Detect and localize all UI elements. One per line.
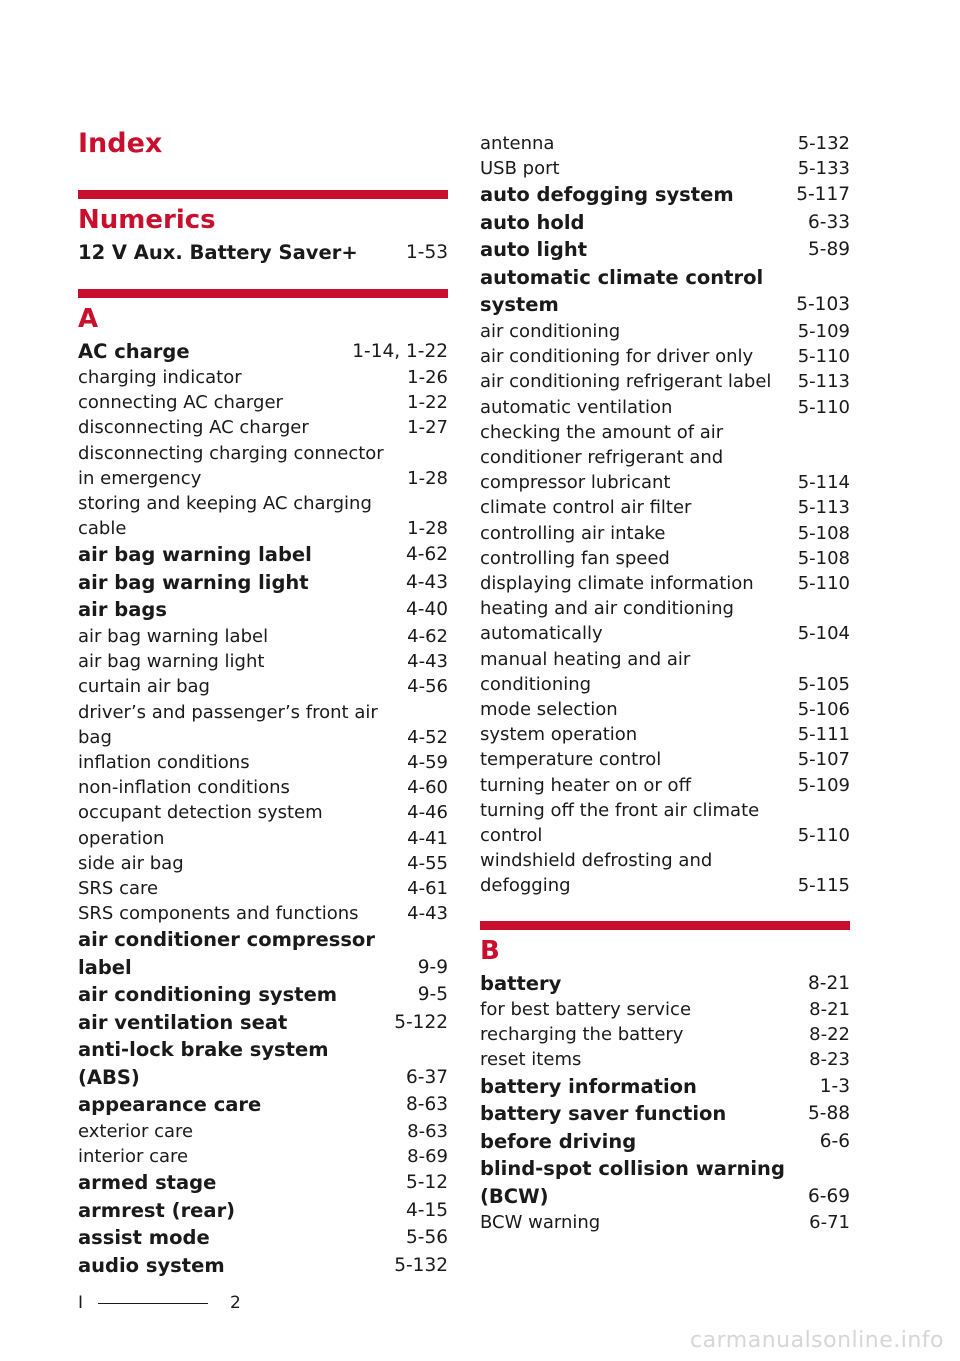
entry-label: auto light xyxy=(480,238,588,262)
index-entry xyxy=(78,1252,448,1280)
index-subentry xyxy=(480,521,850,546)
entry-label: battery xyxy=(480,971,562,995)
entry-page: 9-9 xyxy=(417,956,448,978)
entry-page: 4-43 xyxy=(407,903,448,925)
entry-label: connecting AC charger xyxy=(78,392,283,414)
entry-label: air bags xyxy=(78,598,167,622)
index-entry xyxy=(480,236,850,264)
index-entry xyxy=(78,596,448,624)
entry-label: anti-lock brake system (ABS) xyxy=(78,1038,329,1089)
index-subentry xyxy=(480,319,850,344)
entry-label: armed stage xyxy=(78,1171,217,1195)
index-subentry xyxy=(78,624,448,649)
entry-label: air bag warning label xyxy=(78,625,269,647)
index-subentry xyxy=(480,344,850,369)
entry-page: 5-103 xyxy=(796,294,850,316)
entry-label: manual heating and air conditioning xyxy=(480,648,691,695)
entry-label: mode selection xyxy=(480,698,618,720)
entry-label: air bag warning light xyxy=(78,570,309,594)
index-entry xyxy=(78,239,448,267)
index-subentry xyxy=(480,495,850,520)
entry-label: temperature control xyxy=(480,749,662,771)
entry-label: heating and air conditioning automatically xyxy=(480,598,734,645)
section-rule xyxy=(78,190,448,199)
index-subentry xyxy=(480,571,850,596)
index-subentry xyxy=(480,420,850,496)
section-spacer xyxy=(480,899,850,921)
entry-page: 4-61 xyxy=(407,877,448,899)
index-subentry xyxy=(78,674,448,699)
entry-label: 12 V Aux. Battery Saver+ xyxy=(78,241,358,264)
index-entry xyxy=(78,1091,448,1119)
index-column-left xyxy=(78,190,448,1279)
entry-page: 5-133 xyxy=(797,158,850,180)
section-heading: Numerics xyxy=(78,205,216,235)
entry-label: charging indicator xyxy=(78,367,242,388)
entry-label: air bag warning light xyxy=(78,651,265,673)
entry-page: 4-43 xyxy=(406,571,448,593)
entry-page: 5-108 xyxy=(797,522,850,544)
index-entry xyxy=(78,541,448,569)
index-subentry xyxy=(480,848,850,898)
entry-label: automatic ventilation xyxy=(480,396,673,418)
entry-label: controlling fan speed xyxy=(480,547,670,569)
index-subentry xyxy=(78,649,448,674)
entry-label: exterior care xyxy=(78,1120,194,1142)
entry-page: 5-56 xyxy=(406,1227,448,1249)
entry-label: air ventilation seat xyxy=(78,1010,288,1034)
section-rule xyxy=(480,921,850,930)
entry-label: air conditioning xyxy=(480,320,621,342)
index-entry xyxy=(78,926,448,981)
entry-page: 5-109 xyxy=(797,320,850,342)
entry-label: interior care xyxy=(78,1146,189,1168)
index-subentry xyxy=(480,997,850,1022)
index-subentry xyxy=(480,647,850,697)
entry-label: appearance care xyxy=(78,1093,262,1117)
entry-label: SRS care xyxy=(78,877,159,899)
entry-page: 1-26 xyxy=(407,367,448,388)
index-entry xyxy=(78,981,448,1009)
entry-label: armrest (rear) xyxy=(78,1198,236,1222)
entry-page: 1-53 xyxy=(406,242,448,263)
entry-page: 4-60 xyxy=(407,777,448,799)
entry-label: recharging the battery xyxy=(480,1024,684,1046)
entry-page: 5-132 xyxy=(797,133,850,154)
entry-label: audio system xyxy=(78,1253,225,1277)
section-spacer xyxy=(78,267,448,289)
entry-page: 4-62 xyxy=(407,625,448,647)
entry-page: 5-110 xyxy=(797,346,850,368)
entry-label: side air bag xyxy=(78,852,184,874)
footer-section-letter: I xyxy=(78,1293,84,1313)
index-subentry xyxy=(480,697,850,722)
index-entry xyxy=(78,1197,448,1225)
entry-label: automatic climate control system xyxy=(480,265,764,317)
index-entry xyxy=(78,1036,448,1091)
entry-page: 5-111 xyxy=(797,724,850,746)
index-subentry xyxy=(78,441,448,491)
index-subentry xyxy=(78,390,448,415)
entry-label: curtain air bag xyxy=(78,676,210,698)
index-entry xyxy=(78,1009,448,1037)
index-entry xyxy=(78,1224,448,1252)
index-subentry xyxy=(480,596,850,646)
index-subentry xyxy=(78,800,448,825)
entry-label: driver’s and passenger’s front air bag xyxy=(78,701,378,748)
entry-page: 6-37 xyxy=(406,1066,448,1088)
entry-label: controlling air intake xyxy=(480,522,666,544)
entry-label: non-inflation conditions xyxy=(78,777,290,799)
entry-page: 5-114 xyxy=(797,472,850,494)
section-heading: B xyxy=(480,935,500,966)
entry-label: auto defogging system xyxy=(480,183,734,207)
entry-label: antenna xyxy=(480,133,555,154)
entry-page: 1-14, 1-22 xyxy=(352,340,448,362)
index-subentry xyxy=(78,826,448,851)
index-subentry xyxy=(78,851,448,876)
entry-label: air conditioning for driver only xyxy=(480,346,754,368)
entry-label: AC charge xyxy=(78,339,190,363)
entry-page: 8-63 xyxy=(407,1120,448,1142)
entry-page: 5-110 xyxy=(797,824,850,846)
entry-label: battery information xyxy=(480,1074,697,1098)
entry-label: blind-spot collision warning (BCW) xyxy=(480,1157,785,1208)
entry-label: auto hold xyxy=(480,210,585,234)
entry-page: 8-69 xyxy=(407,1146,448,1168)
index-entry xyxy=(480,209,850,237)
entry-label: climate control air filter xyxy=(480,497,692,519)
index-subentry xyxy=(78,876,448,901)
entry-page: 5-109 xyxy=(797,774,850,796)
index-subentry xyxy=(480,773,850,798)
entry-page: 5-117 xyxy=(796,184,850,206)
page-number: 2 xyxy=(230,1293,241,1313)
entry-page: 5-88 xyxy=(808,1103,850,1125)
entry-page: 4-52 xyxy=(407,726,448,748)
index-subentry xyxy=(78,415,448,440)
index-entry xyxy=(480,181,850,209)
index-subentry xyxy=(480,1210,850,1235)
entry-page: 9-5 xyxy=(417,984,448,1006)
entry-page: 4-41 xyxy=(407,827,448,849)
entry-label: inflation conditions xyxy=(78,751,250,773)
entry-page: 1-3 xyxy=(819,1075,850,1097)
entry-label: turning heater on or off xyxy=(480,774,691,796)
entry-label: battery saver function xyxy=(480,1102,727,1126)
entry-label: displaying climate information xyxy=(480,572,754,594)
entry-page: 5-110 xyxy=(797,396,850,418)
entry-page: 5-132 xyxy=(394,1254,448,1276)
index-entry xyxy=(480,1128,850,1156)
entry-label: occupant detection system xyxy=(78,802,323,824)
footer-divider xyxy=(98,1303,208,1304)
index-subentry xyxy=(78,901,448,926)
entry-page: 5-110 xyxy=(797,572,850,594)
index-entry xyxy=(78,338,448,366)
entry-page: 8-22 xyxy=(809,1024,850,1046)
entry-label: disconnecting AC charger xyxy=(78,417,309,439)
entry-page: 4-55 xyxy=(407,852,448,874)
entry-label: for best battery service xyxy=(480,999,692,1021)
entry-page: 4-46 xyxy=(407,802,448,824)
entry-label: air bag warning label xyxy=(78,543,312,567)
index-entry xyxy=(480,264,850,319)
index-subentry xyxy=(480,1022,850,1047)
index-subentry xyxy=(480,722,850,747)
entry-page: 4-62 xyxy=(406,544,448,566)
entry-page: 5-113 xyxy=(797,371,850,393)
entry-page: 1-22 xyxy=(407,392,448,414)
entry-page: 5-12 xyxy=(406,1172,448,1194)
index-subentry xyxy=(480,1047,850,1072)
entry-page: 5-122 xyxy=(394,1011,448,1033)
index-subentry xyxy=(480,798,850,848)
entry-label: disconnecting charging connector in emergency xyxy=(78,442,384,489)
section-heading: A xyxy=(78,303,99,334)
index-subentry xyxy=(480,131,850,156)
entry-page: 1-28 xyxy=(407,518,448,540)
index-subentry xyxy=(480,747,850,772)
index-subentry xyxy=(78,1144,448,1169)
entry-page: 8-63 xyxy=(406,1094,448,1116)
entry-label: operation xyxy=(78,827,165,849)
index-subentry xyxy=(78,491,448,541)
entry-page: 4-40 xyxy=(406,599,448,621)
entry-page: 5-107 xyxy=(797,749,850,771)
page-title: Index xyxy=(78,128,163,159)
entry-label: system operation xyxy=(480,724,638,746)
entry-label: turning off the front air climate control xyxy=(480,799,760,846)
entry-page: 5-113 xyxy=(797,497,850,519)
entry-page: 5-106 xyxy=(797,698,850,720)
entry-label: assist mode xyxy=(78,1226,210,1250)
entry-label: air conditioning refrigerant label xyxy=(480,371,772,393)
index-subentry xyxy=(78,700,448,750)
index-entry xyxy=(78,569,448,597)
index-subentry xyxy=(78,750,448,775)
entry-page: 5-108 xyxy=(797,547,850,569)
index-entry xyxy=(480,970,850,998)
entry-page: 5-115 xyxy=(797,875,850,897)
index-subentry xyxy=(480,156,850,181)
index-subentry xyxy=(78,775,448,800)
entry-page: 6-33 xyxy=(808,211,850,233)
index-subentry xyxy=(78,365,448,390)
entry-page: 6-69 xyxy=(808,1185,850,1207)
index-column-right xyxy=(480,131,850,1235)
watermark: carmanualsonline.info xyxy=(690,1328,944,1353)
index-subentry xyxy=(480,546,850,571)
entry-page: 6-6 xyxy=(819,1130,850,1152)
entry-page: 6-71 xyxy=(809,1212,850,1234)
entry-page: 4-43 xyxy=(407,651,448,673)
entry-label: checking the amount of air conditioner refrigerant and compressor lubricant xyxy=(480,421,724,494)
entry-label: SRS components and functions xyxy=(78,903,359,925)
entry-page: 4-56 xyxy=(407,676,448,698)
entry-page: 5-104 xyxy=(797,623,850,645)
entry-page: 4-15 xyxy=(406,1199,448,1221)
entry-page: 8-21 xyxy=(809,999,850,1021)
entry-page: 4-59 xyxy=(407,751,448,773)
entry-label: storing and keeping AC charging cable xyxy=(78,493,372,540)
index-subentry xyxy=(78,1119,448,1144)
index-subentry xyxy=(480,369,850,394)
index-entry xyxy=(480,1155,850,1210)
index-entry xyxy=(480,1073,850,1101)
page-footer xyxy=(78,1293,241,1313)
entry-label: BCW warning xyxy=(480,1212,601,1234)
entry-page: 8-23 xyxy=(809,1049,850,1071)
entry-label: before driving xyxy=(480,1129,637,1153)
entry-page: 1-28 xyxy=(407,467,448,489)
entry-label: USB port xyxy=(480,158,560,180)
entry-label: air conditioning system xyxy=(78,983,338,1007)
entry-page: 5-105 xyxy=(797,673,850,695)
section-rule xyxy=(78,289,448,298)
entry-label: air conditioner compressor label xyxy=(78,928,375,979)
index-subentry xyxy=(480,395,850,420)
index-entry xyxy=(78,1169,448,1197)
entry-page: 8-21 xyxy=(808,972,850,994)
entry-page: 1-27 xyxy=(407,417,448,439)
index-entry xyxy=(480,1100,850,1128)
entry-label: reset items xyxy=(480,1049,582,1071)
entry-label: windshield defrosting and defogging xyxy=(480,850,713,897)
entry-page: 5-89 xyxy=(808,239,850,261)
